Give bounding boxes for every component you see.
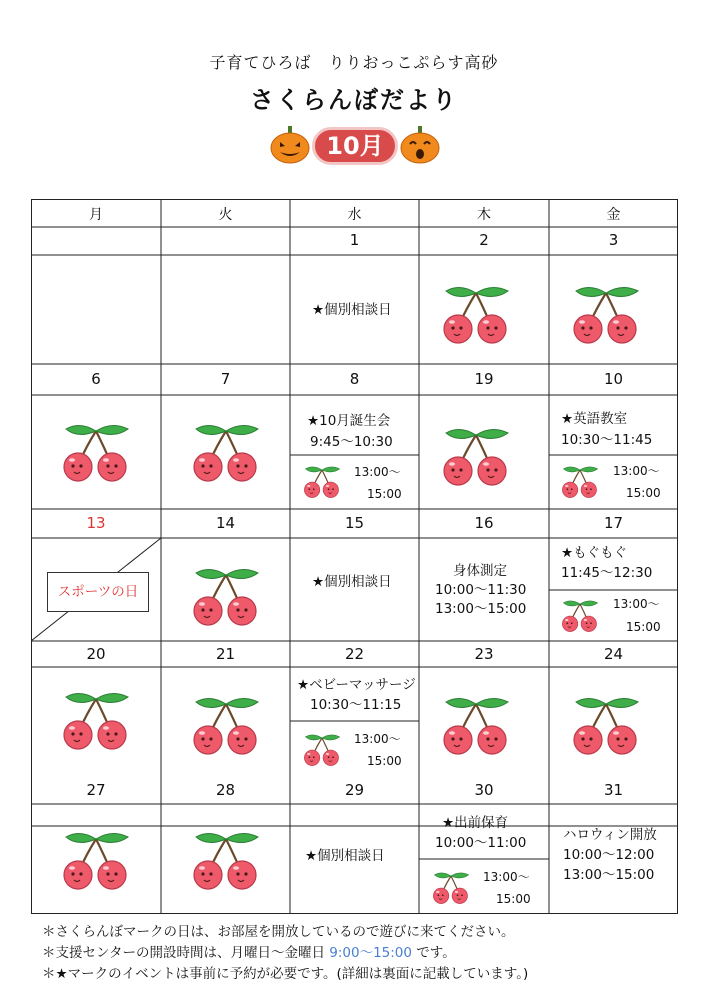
afternoon-start: 13:00～ — [354, 465, 401, 479]
month-label: 10月 — [312, 127, 398, 165]
cherry-icon — [56, 687, 136, 751]
date-number: 14 — [215, 514, 236, 532]
cherry-icon — [186, 692, 266, 756]
cherry-icon — [558, 463, 602, 499]
date-number: 6 — [91, 370, 101, 388]
event-oct1: ★個別相談日 — [312, 302, 392, 318]
cherry-icon — [566, 281, 646, 345]
date-number: 7 — [220, 370, 231, 388]
cherry-icon — [186, 827, 266, 891]
cherry-icon — [558, 597, 602, 633]
note-reservation: ＊★マークのイベントは事前に予約が必要です。(詳細は裏面に記載しています。) — [42, 966, 529, 982]
date-number: 3 — [608, 231, 619, 249]
event-oct22-title: ★ベビーマッサージ — [297, 677, 416, 693]
event-oct10-time: 10:30～11:45 — [561, 432, 653, 448]
cherry-icon — [56, 827, 136, 891]
event-oct16-time1: 10:00～11:30 — [435, 582, 527, 598]
event-oct31-time2: 13:00～15:00 — [563, 867, 655, 883]
event-oct10-title: ★英語教室 — [561, 411, 628, 427]
date-number: 29 — [344, 781, 365, 799]
afternoon-end: 15:00 — [367, 754, 402, 768]
afternoon-end: 15:00 — [367, 487, 402, 501]
date-number: 23 — [474, 645, 494, 663]
event-oct31-time1: 10:00～12:00 — [563, 847, 655, 863]
cherry-icon — [436, 423, 516, 487]
note-hours-prefix: ＊支援センターの開設時間は、月曜日～金曜日 — [42, 945, 325, 961]
event-oct29: ★個別相談日 — [305, 848, 385, 864]
afternoon-start: 13:00～ — [483, 870, 530, 884]
date-number: 21 — [215, 645, 236, 663]
afternoon-end: 15:00 — [626, 620, 661, 634]
date-number: 22 — [344, 645, 365, 663]
event-oct15: ★個別相談日 — [312, 574, 392, 590]
event-oct30-time: 10:00～11:00 — [435, 835, 527, 851]
date-number: 20 — [86, 645, 106, 663]
cherry-icon — [300, 731, 344, 767]
date-number: 15 — [344, 514, 365, 532]
cherry-icon — [429, 869, 473, 905]
cherry-icon — [436, 281, 516, 345]
afternoon-start: 13:00～ — [354, 732, 401, 746]
afternoon-end: 15:00 — [496, 892, 531, 906]
date-number: 2 — [479, 231, 489, 249]
cherry-icon — [186, 419, 266, 483]
newsletter-title: さくらんぼだより — [250, 86, 458, 114]
event-oct8-title: ★10月誕生会 — [307, 413, 391, 429]
month-badge — [270, 122, 440, 170]
note-hours-suffix: です。 — [416, 945, 456, 961]
event-oct31-title: ハロウィン開放 — [563, 827, 657, 843]
jack-o-lantern-icon — [400, 124, 440, 164]
holiday-date-number: 13 — [86, 514, 106, 532]
date-number: 19 — [474, 370, 494, 388]
cherry-icon — [186, 563, 266, 627]
cherry-icon — [436, 692, 516, 756]
date-number: 1 — [349, 231, 360, 249]
opening-hours-time: 9:00～15:00 — [329, 945, 412, 961]
weekday-header: 木 — [477, 207, 491, 223]
afternoon-start: 13:00～ — [613, 597, 660, 611]
weekday-header: 火 — [218, 207, 233, 223]
date-number: 27 — [86, 781, 106, 799]
calendar — [31, 199, 678, 914]
event-oct16-title: 身体測定 — [453, 563, 507, 579]
afternoon-end: 15:00 — [626, 486, 661, 500]
event-oct17-title: ★もぐもぐ — [561, 545, 628, 561]
weekday-header: 金 — [606, 207, 621, 223]
note-opening-hours — [42, 941, 456, 961]
event-oct22-time: 10:30～11:15 — [310, 697, 402, 713]
cherry-icon — [56, 419, 136, 483]
event-oct30-title: ★出前保育 — [442, 815, 509, 831]
event-oct8-time: 9:45～10:30 — [310, 434, 393, 450]
holiday-label: スポーツの日 — [47, 572, 149, 612]
weekday-header: 月 — [89, 207, 103, 223]
date-number: 10 — [603, 370, 624, 388]
date-number: 16 — [474, 514, 494, 532]
jack-o-lantern-icon — [270, 124, 310, 164]
cherry-icon — [566, 692, 646, 756]
event-oct16-time2: 13:00～15:00 — [435, 601, 527, 617]
event-oct17-time: 11:45～12:30 — [561, 565, 653, 581]
cherry-icon — [300, 463, 344, 499]
date-number: 24 — [603, 645, 624, 663]
date-number: 30 — [474, 781, 494, 799]
date-number: 31 — [603, 781, 624, 799]
date-number: 17 — [603, 514, 624, 532]
organization-name: 子育てひろば りりおっこぷらす高砂 — [209, 53, 499, 72]
note-cherry-mark: ＊さくらんぼマークの日は、お部屋を開放しているので遊びに来てください。 — [42, 924, 515, 940]
date-number: 28 — [215, 781, 236, 799]
date-number: 8 — [349, 370, 360, 388]
afternoon-start: 13:00～ — [613, 464, 660, 478]
weekday-header: 水 — [347, 207, 362, 223]
